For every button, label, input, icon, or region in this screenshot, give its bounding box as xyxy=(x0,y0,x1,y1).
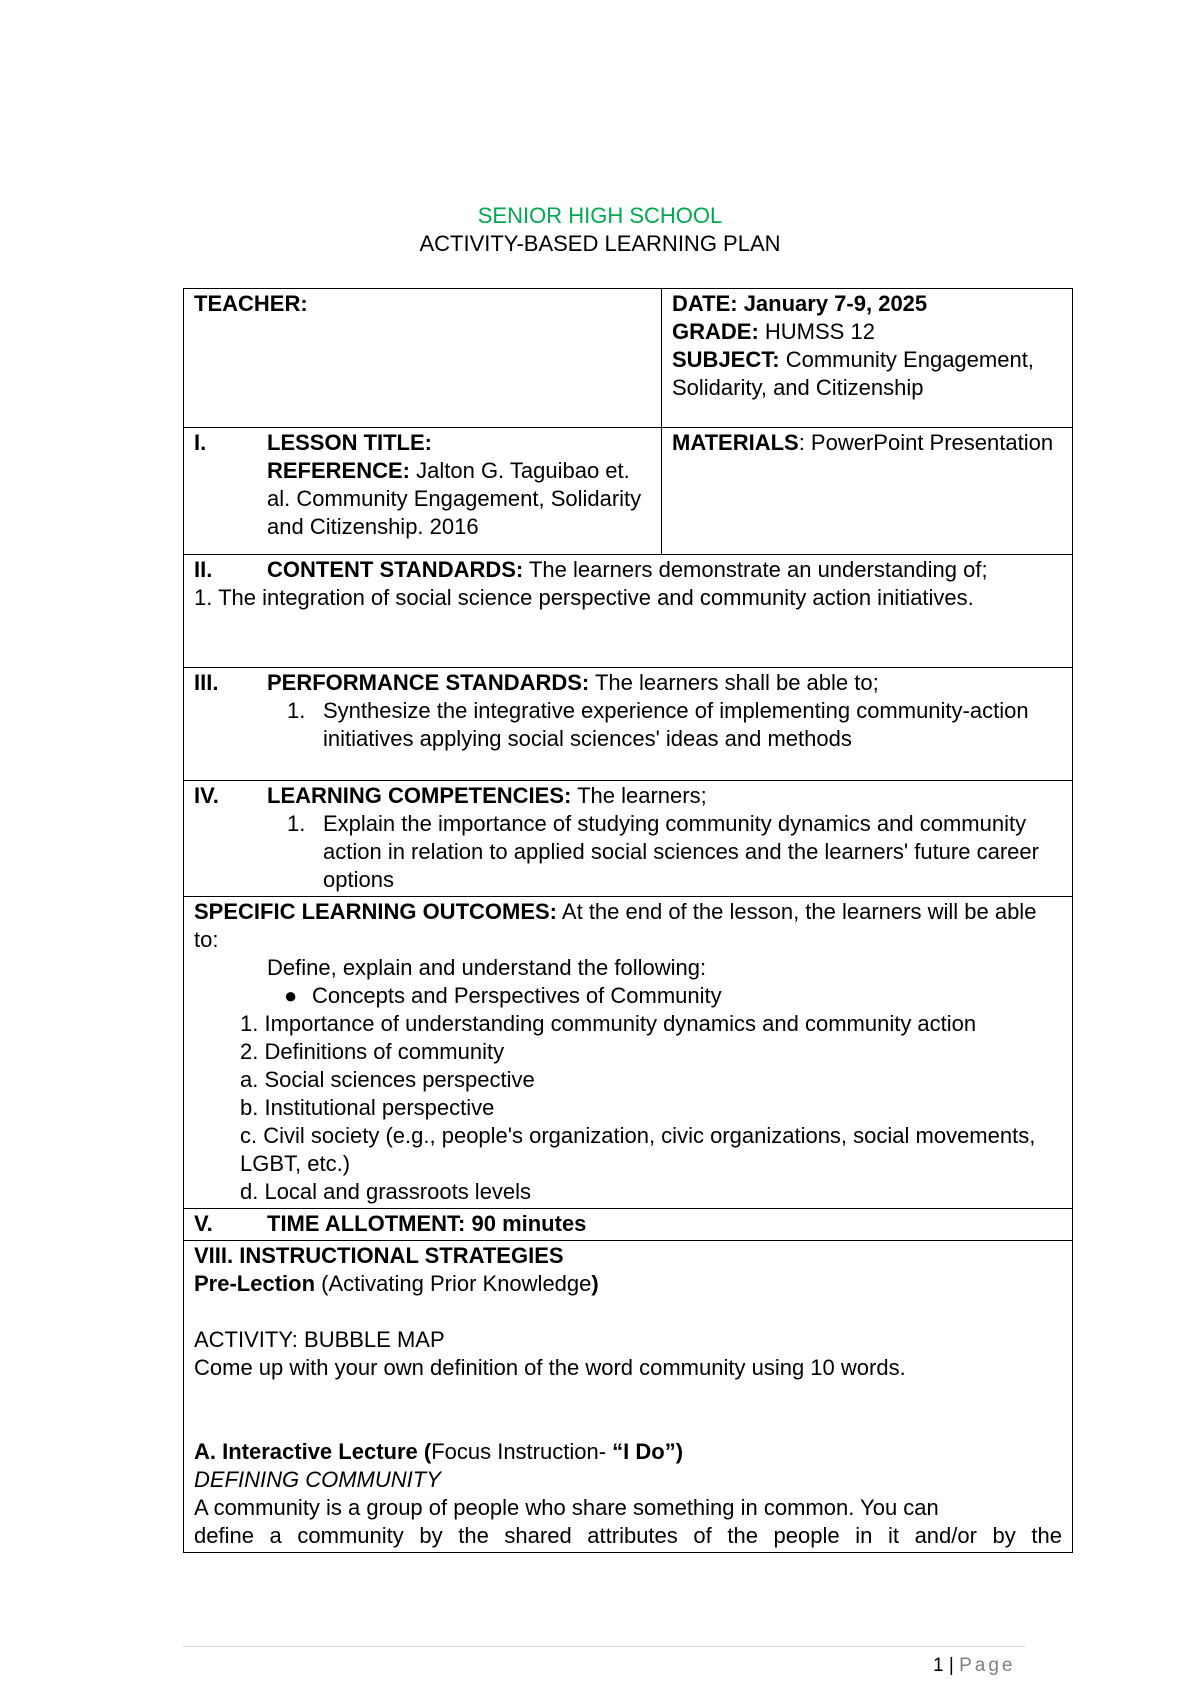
date-grade-subject-cell xyxy=(662,289,1073,428)
outcomes-cell xyxy=(184,897,1073,1209)
lecture-paragraph-line-2: define a community by the shared attributes of the people in it and/or by the xyxy=(194,1523,1062,1548)
strategies-cell xyxy=(184,1241,1073,1553)
page-number: 1 xyxy=(933,1655,944,1676)
strategies-row xyxy=(184,1241,1073,1553)
performance-standards-num: III. xyxy=(194,670,219,695)
performance-standards-label: PERFORMANCE STANDARDS: xyxy=(267,670,590,695)
page-word: Page xyxy=(959,1655,1016,1676)
performance-item: Synthesize the integrative experience of implementing community-action initiatives applying social sciences' ideas and methods xyxy=(323,698,1029,751)
grade-value: HUMSS 12 xyxy=(758,319,875,344)
outcomes-bullet: Concepts and Perspectives of Community xyxy=(312,983,722,1008)
teacher-label: TEACHER: xyxy=(194,291,308,316)
footer-separator: | xyxy=(943,1655,960,1676)
content-standards-label: CONTENT STANDARDS: xyxy=(267,557,524,582)
content-standards-cell xyxy=(184,555,1073,668)
bullet-icon: ● xyxy=(284,983,298,1008)
outcomes-row xyxy=(184,897,1073,1209)
lesson-cell xyxy=(184,428,662,555)
lesson-title-label: LESSON TITLE: xyxy=(267,430,432,455)
performance-item-num: 1. xyxy=(287,698,306,723)
lesson-row xyxy=(184,428,1073,555)
activity-text: Come up with your own definition of the word community using 10 words. xyxy=(194,1355,906,1380)
time-row xyxy=(184,1209,1073,1241)
section-a-label: A. Interactive Lecture ( xyxy=(194,1439,432,1464)
competencies-row xyxy=(184,781,1073,897)
reference-value: Jalton G. Taguibao et. al. Community Engagement, Solidarity and Citizenship. 2016 xyxy=(267,458,642,539)
page-footer xyxy=(933,1655,1015,1677)
performance-standards-cell xyxy=(184,668,1073,781)
info-row xyxy=(184,289,1073,428)
time-cell xyxy=(184,1209,1073,1241)
date-label: DATE: January 7-9, 2025 xyxy=(672,291,928,316)
content-standards-text: The learners demonstrate an understanding of; xyxy=(523,557,988,582)
outcome-item: 2. Definitions of community xyxy=(240,1039,505,1064)
competencies-label: LEARNING COMPETENCIES: xyxy=(267,783,572,808)
subject-label: SUBJECT: xyxy=(672,347,780,372)
performance-standards-text: The learners shall be able to; xyxy=(589,670,879,695)
reference-label: REFERENCE: xyxy=(267,458,411,483)
time-label: TIME ALLOTMENT: 90 minutes xyxy=(267,1211,587,1236)
competency-item-num: 1. xyxy=(287,811,306,836)
outcomes-label: SPECIFIC LEARNING OUTCOMES: xyxy=(194,899,558,924)
section-a-quote: “I Do”) xyxy=(612,1439,684,1464)
competencies-text: The learners; xyxy=(571,783,707,808)
lesson-plan-table xyxy=(183,288,1073,1553)
materials-cell xyxy=(662,428,1073,555)
content-standards-row xyxy=(184,555,1073,668)
teacher-cell xyxy=(184,289,662,428)
plan-title: ACTIVITY-BASED LEARNING PLAN xyxy=(419,231,781,256)
strategies-label: VIII. INSTRUCTIONAL STRATEGIES xyxy=(194,1243,564,1268)
outcomes-text: At the end of the lesson, the learners will be able to: xyxy=(194,899,1037,952)
footer-divider xyxy=(183,1646,1025,1647)
competencies-cell xyxy=(184,781,1073,897)
outcome-item: a. Social sciences perspective xyxy=(240,1067,535,1092)
activity-title: ACTIVITY: BUBBLE MAP xyxy=(194,1327,445,1352)
content-standards-num: II. xyxy=(194,557,213,582)
competency-item: Explain the importance of studying community dynamics and community action in relation to applied social sciences and the learners' future career options xyxy=(323,811,1039,892)
outcome-item: 1. Importance of understanding community dynamics and community action xyxy=(240,1011,977,1036)
content-standards-item: 1. The integration of social science perspective and community action initiatives. xyxy=(194,585,974,610)
outcomes-intro: Define, explain and understand the following: xyxy=(267,955,707,980)
section-a-text: Focus Instruction- xyxy=(431,1439,613,1464)
lesson-num: I. xyxy=(194,430,207,455)
prelection-close: ) xyxy=(591,1271,599,1296)
prelection-text: (Activating Prior Knowledge xyxy=(315,1271,592,1296)
materials-label: MATERIALS xyxy=(672,430,799,455)
outcome-item: c. Civil society (e.g., people's organization, civic organizations, social movements, LGBT, etc.) xyxy=(240,1123,1036,1176)
school-heading: SENIOR HIGH SCHOOL xyxy=(477,203,723,228)
competencies-num: IV. xyxy=(194,783,219,808)
lecture-paragraph-line-1: A community is a group of people who share something in common. You can xyxy=(194,1495,939,1520)
defining-community-heading: DEFINING COMMUNITY xyxy=(194,1467,441,1492)
prelection-label: Pre-Lection xyxy=(194,1271,316,1296)
performance-standards-row xyxy=(184,668,1073,781)
outcome-item: d. Local and grassroots levels xyxy=(240,1179,532,1204)
materials-value: : PowerPoint Presentation xyxy=(798,430,1054,455)
subject-value: Community Engagement, Solidarity, and Citizenship xyxy=(672,347,1034,400)
outcome-item: b. Institutional perspective xyxy=(240,1095,495,1120)
time-num: V. xyxy=(194,1211,213,1236)
grade-label: GRADE: xyxy=(672,319,759,344)
